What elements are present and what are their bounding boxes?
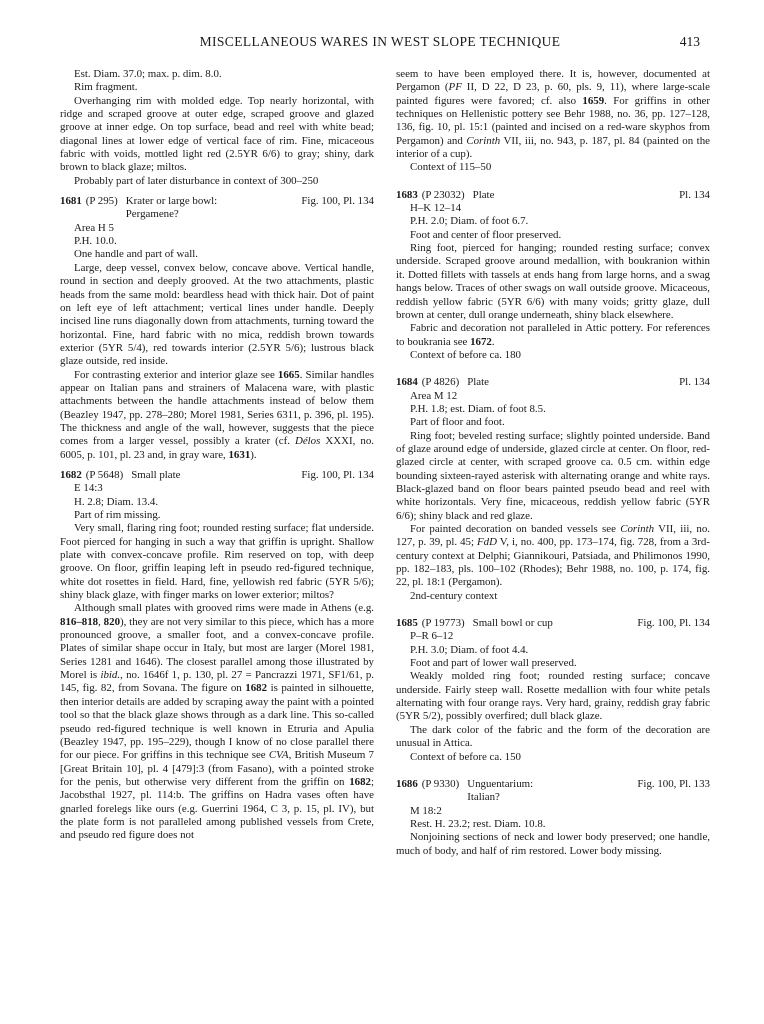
meta-line: Rest. H. 23.2; rest. Diam. 10.8. <box>410 817 546 830</box>
catalog-heading-1682 <box>60 469 374 482</box>
catalog-number: 1681 <box>60 195 82 208</box>
right-column <box>396 68 710 858</box>
catalog-description: Ring foot; beveled resting surface; slightly pointed underside. Band of glaze around edge of underside, glazed circle at center. On floor, red-glazed circle at center, with scraped groove ca. 0.5 cm. within edge bounding sixteen-rayed asterisk with alternating orange and white rays. Black-glazed band on floor bears painted pseudo bead and reel with white horizontals. Very fine, micaceous, reddish yellow fabric (5YR 6/6); shiny black and red glaze. <box>396 429 710 522</box>
inventory-number: (P 9330) <box>421 777 460 790</box>
figure-reference: Pl. 134 <box>679 376 710 389</box>
catalog-metadata <box>396 630 710 670</box>
inventory-number: (P 19773) <box>421 617 465 630</box>
catalog-title: Small plate <box>131 468 181 481</box>
running-header <box>60 34 700 54</box>
meta-line: Part of floor and foot. <box>410 416 505 429</box>
figure-reference: Pl. 134 <box>679 188 710 201</box>
inventory-number: (P 4826) <box>421 376 460 389</box>
inventory-number: (P 23032) <box>421 188 465 201</box>
catalog-commentary: For contrasting exterior and interior glaze see 1665. Similar handles appear on Italian pans and strainers of Malacena ware, with plastic attachments between the handle attachments instead of below them (Beazley 1947, pp. 278–280; Morel 1981, Series 6311, p. 396, pl. 195). The thickness and angle of the wall, however, suggests that the piece comes from a larger vessel, possibly a krater (cf. Délos XXXI, no. 6005, p. 101, pl. 23 and, in gray ware, 1631). <box>60 368 374 461</box>
cross-reference: 820 <box>103 615 121 628</box>
meta-line: P.H. 2.0; Diam. of foot 6.7. <box>410 215 529 228</box>
meta-line: Foot and part of lower wall preserved. <box>410 657 577 670</box>
catalog-description: Nonjoining sections of neck and lower body preserved; one handle, much of body, and half of rim restored. Lower body missing. <box>396 831 710 857</box>
carryover-metadata <box>60 68 374 95</box>
carryover-commentary: seem to have been employed there. It is, however, documented at Pergamon (PF II, D 22, D 23, p. 60, pls. 9, 11), where large-scale painted figures were favored; cf. also 1659. For griffins in other techniques on Hellenistic pottery see Behr 1988, no. 36, pp. 127–128, 136, fig. 10, pl. 15:1 (painted and incised on a red-ware skyphos from Pergamon) and Corinth VII, iii, no. 943, p. 187, pl. 84 (painted on the interior of a cup). <box>396 68 710 161</box>
catalog-context: 2nd-century context <box>410 589 498 602</box>
publication-title: Corinth <box>620 523 655 535</box>
figure-reference: Fig. 100, Pl. 133 <box>637 777 710 790</box>
catalog-title: Krater or large bowl: Pergamene? <box>125 195 218 221</box>
catalog-number: 1682 <box>60 468 82 481</box>
publication-title: Corinth <box>466 134 501 147</box>
running-title: MISCELLANEOUS WARES IN WEST SLOPE TECHNIQUE <box>199 34 561 49</box>
catalog-title: Small bowl or cup <box>472 617 553 630</box>
catalog-title: Unguentarium: Italian? <box>467 777 534 804</box>
meta-line: P–R 6–12 <box>410 630 454 643</box>
catalog-title: Plate <box>467 376 489 389</box>
catalog-commentary: Fabric and decoration not paralleled in Attic pottery. For references to boukrania see 1672. <box>396 322 710 348</box>
cross-reference: 1682 <box>349 775 371 788</box>
cross-reference: 816–818 <box>60 615 99 628</box>
cross-reference: 1631 <box>228 448 251 461</box>
catalog-commentary: Although small plates with grooved rims were made in Athens (e.g. 816–818, 820), they are not very similar to this piece, which has a more pronounced groove, a smaller foot, and a convex-concave profile. Plates of similar shape occur in Italy, but most are larger (Morel 1981, Series 1281 and 1646). The closest parallel among those illustrated by Morel is ibid., no. 1646f 1, p. 130, pl. 27 = Pancrazzi 1971, SF1/61, p. 145, fig. 82, from Sovana. The figure on 1682 is painted in silhouette, then interior details are added by scraping away the paint with a pointed tool so that the black glaze shows through as a dark line. This so-called pseudo red-figured technique is well known in Etruria and Apulia (Beazley 1947, pp. 195–229), though I know of no close parallel there for our piece. For griffins in this technique see CVA, British Museum 7 [Great Britain 10], pl. 4 [479]:3 (from Fasano), with a pointed stroke for the penis, but otherwise very different from the griffin on 1682; Jacobsthal 1927, pl. 114:b. The griffins on Hadra vases often have gnarled forelegs like ours (e.g. Guerrini 1964, C 3, p. 15, pl. IV), but the plate form is not paralleled among published vessels from Crete, and pseudo red figure does not <box>60 602 374 842</box>
carryover-context: Probably part of later disturbance in context of 300–250 <box>74 174 319 187</box>
meta-line: Area M 12 <box>410 389 458 402</box>
catalog-context: Context of before ca. 150 <box>410 750 521 763</box>
carryover-context: Context of 115–50 <box>410 161 492 174</box>
catalog-metadata <box>396 202 710 242</box>
catalog-metadata <box>60 482 374 522</box>
catalog-metadata <box>396 805 710 832</box>
figure-reference: Fig. 100, Pl. 134 <box>301 195 374 208</box>
cross-reference: 1665 <box>277 368 300 381</box>
meta-line: H. 2.8; Diam. 13.4. <box>74 495 159 508</box>
catalog-heading-1683 <box>396 189 710 202</box>
inventory-number: (P 5648) <box>85 468 124 481</box>
meta-line: H–K 12–14 <box>410 202 462 215</box>
meta-line: Area H 5 <box>74 221 114 234</box>
catalog-title: Plate <box>472 188 495 201</box>
cross-reference: 1672 <box>470 335 492 348</box>
meta-line: Foot and center of floor preserved. <box>410 228 562 241</box>
meta-line: Rim fragment. <box>74 81 138 94</box>
left-column <box>60 68 374 843</box>
catalog-metadata <box>396 390 710 430</box>
catalog-heading-1681 <box>60 195 374 222</box>
catalog-heading-1686 <box>396 778 710 805</box>
carryover-description: Overhanging rim with molded edge. Top nearly horizontal, with ridge and scraped groove at outer edge, scraped groove and glazed groove at inner edge. On top surface, bead and reel with white bead; diagonal lines at lower edge of vertical face of rim. Fine, micaceous fabric with voids, mottled light red (2.5YR 6/6) to gray; shiny, dark brown to black glaze; miltos. <box>60 94 374 174</box>
publication-title: CVA <box>268 749 289 762</box>
page-number: 413 <box>679 34 700 49</box>
catalog-number: 1685 <box>396 617 418 630</box>
publication-title: ibid. <box>100 669 121 682</box>
cross-reference: 1682 <box>245 682 268 695</box>
catalog-metadata <box>60 222 374 262</box>
catalog-number: 1684 <box>396 376 418 389</box>
catalog-number: 1686 <box>396 777 418 790</box>
meta-line: P.H. 3.0; Diam. of foot 4.4. <box>410 643 529 656</box>
publication-title: Délos <box>294 435 321 448</box>
meta-line: Est. Diam. 37.0; max. p. dim. 8.0. <box>74 68 222 80</box>
meta-line: P.H. 1.8; est. Diam. of foot 8.5. <box>410 402 546 415</box>
meta-line: One handle and part of wall. <box>74 248 198 261</box>
publication-title: FdD <box>477 536 497 549</box>
catalog-description: Very small, flaring ring foot; rounded resting surface; flat underside. Foot pierced for hanging in such a way that griffin is upright. Shallow plate with convex-concave profile. Rim reserved on top, with deep groove. On floor, griffin leaping left in pseudo red-figured technique, white dot rosettes in field. Hard, fine, yellowish red fabric (5YR 5/6); shiny black glaze, with finger marks on lower exterior; miltos? <box>60 522 374 602</box>
cross-reference: 1659 <box>582 94 605 107</box>
catalog-heading-1685 <box>396 617 710 630</box>
meta-line: E 14:3 <box>74 482 103 495</box>
meta-line: P.H. 10.0. <box>74 235 117 248</box>
catalog-description: Ring foot, pierced for hanging; rounded resting surface; convex underside. Scraped groove around medallion, with boukranion within it. Dotted fillets with tassels at ends hang from large horns, and a swag hangs below. Traces of other swags on wall outside groove. Micaceous, reddish yellow fabric (5YR 6/6) with many voids; gritty glaze, dull brown at center, dull orange underneath, shiny black elsewhere. <box>396 242 710 321</box>
catalog-context: Context of before ca. 180 <box>410 348 521 361</box>
figure-reference: Fig. 100, Pl. 134 <box>637 617 710 630</box>
publication-title: PF <box>448 81 462 94</box>
figure-reference: Fig. 100, Pl. 134 <box>301 468 374 481</box>
inventory-number: (P 295) <box>85 195 118 208</box>
catalog-commentary: The dark color of the fabric and the form of the decoration are unusual in Attica. <box>396 723 710 750</box>
catalog-description: Large, deep vessel, convex below, concave above. Vertical handle, round in section and deeply grooved. At the two attachments, plastic heads from the same mold: beardless head with thick hair. Dot of paint on left eye of left attachment; vertical lines under handle. Deeply incised line runs diagonally down from attachments, turning toward the horizontal. Fine, hard fabric with no mica, reddish brown towards exterior (5YR 5/4), red towards interior (2.5YR 5/6); lustrous black glaze outside, red inside. <box>60 261 374 368</box>
catalog-description: Weakly molded ring foot; rounded resting surface; concave underside. Fairly steep wall. Rosette medallion with four white petals alternating with four orange rays. Very hard, grainy, reddish gray fabric (5YR 5/2), possibly overfired; dull black glaze. <box>396 670 710 723</box>
meta-line: M 18:2 <box>410 804 442 817</box>
meta-line: Part of rim missing. <box>74 509 161 521</box>
catalog-commentary: For painted decoration on banded vessels see Corinth VII, iii, no. 127, p. 39, pl. 45; FdD V, i, no. 400, pp. 173–174, fig. 728, from a 3rd-century context at Delphi; Giannikouri, Patsiada, and Philimonos 1990, pp. 182–183, pls. 100–102 (Rhodes); Behr 1988, no. 100, p. 174, fig. 22, pl. 18:1 (Pergamon). <box>396 523 710 589</box>
catalog-heading-1684 <box>396 376 710 389</box>
catalog-number: 1683 <box>396 188 418 201</box>
